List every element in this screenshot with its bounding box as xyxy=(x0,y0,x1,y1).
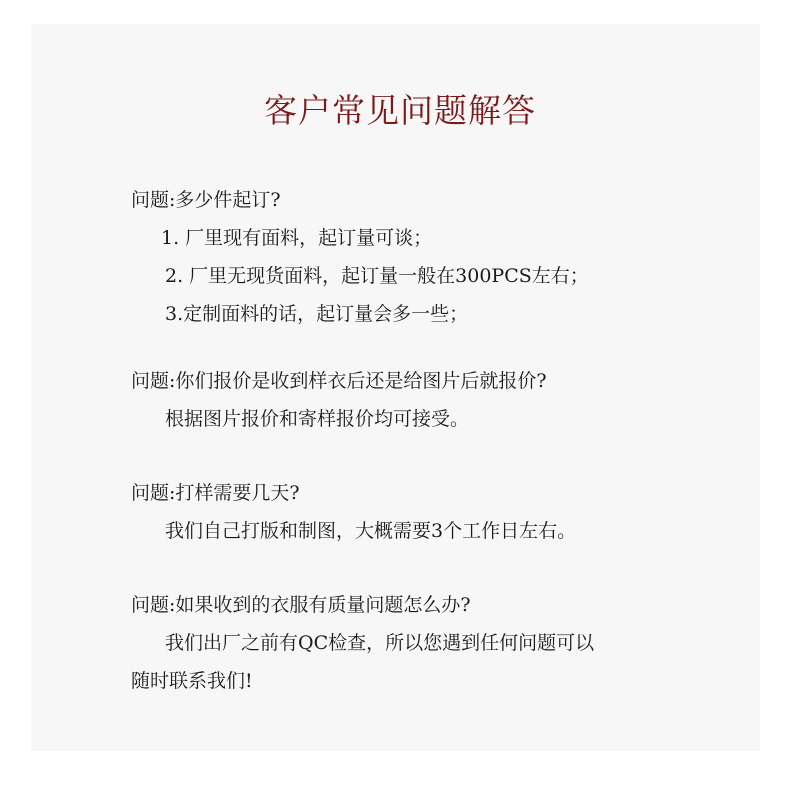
faq-answer: 2. 厂里无现货面料，起订量一般在300PCS左右； xyxy=(165,265,589,287)
faq-question: 问题:多少件起订? xyxy=(131,189,281,211)
faq-question: 问题:你们报价是收到样衣后还是给图片后就报价? xyxy=(131,370,547,392)
faq-answer: 我们出厂之前有QC检查，所以您遇到任何问题可以 xyxy=(165,632,595,654)
faq-answer: 根据图片报价和寄样报价均可接受。 xyxy=(165,408,470,430)
page-title: 客户常见问题解答 xyxy=(264,91,536,130)
faq-answer: 3.定制面料的话，起订量会多一些； xyxy=(165,303,469,325)
faq-item-quality xyxy=(131,586,594,700)
faq-answer: 1. 厂里现有面料，起订量可谈； xyxy=(161,227,433,249)
faq-item-quotation xyxy=(131,362,547,438)
faq-answer: 我们自己打版和制图，大概需要3个工作日左右。 xyxy=(165,520,577,542)
faq-item-moq xyxy=(131,181,589,333)
faq-answer: 随时联系我们! xyxy=(131,670,253,692)
faq-question: 问题:打样需要几天? xyxy=(131,482,300,504)
faq-question: 问题:如果收到的衣服有质量问题怎么办? xyxy=(131,594,471,616)
faq-item-sampling xyxy=(131,474,576,550)
